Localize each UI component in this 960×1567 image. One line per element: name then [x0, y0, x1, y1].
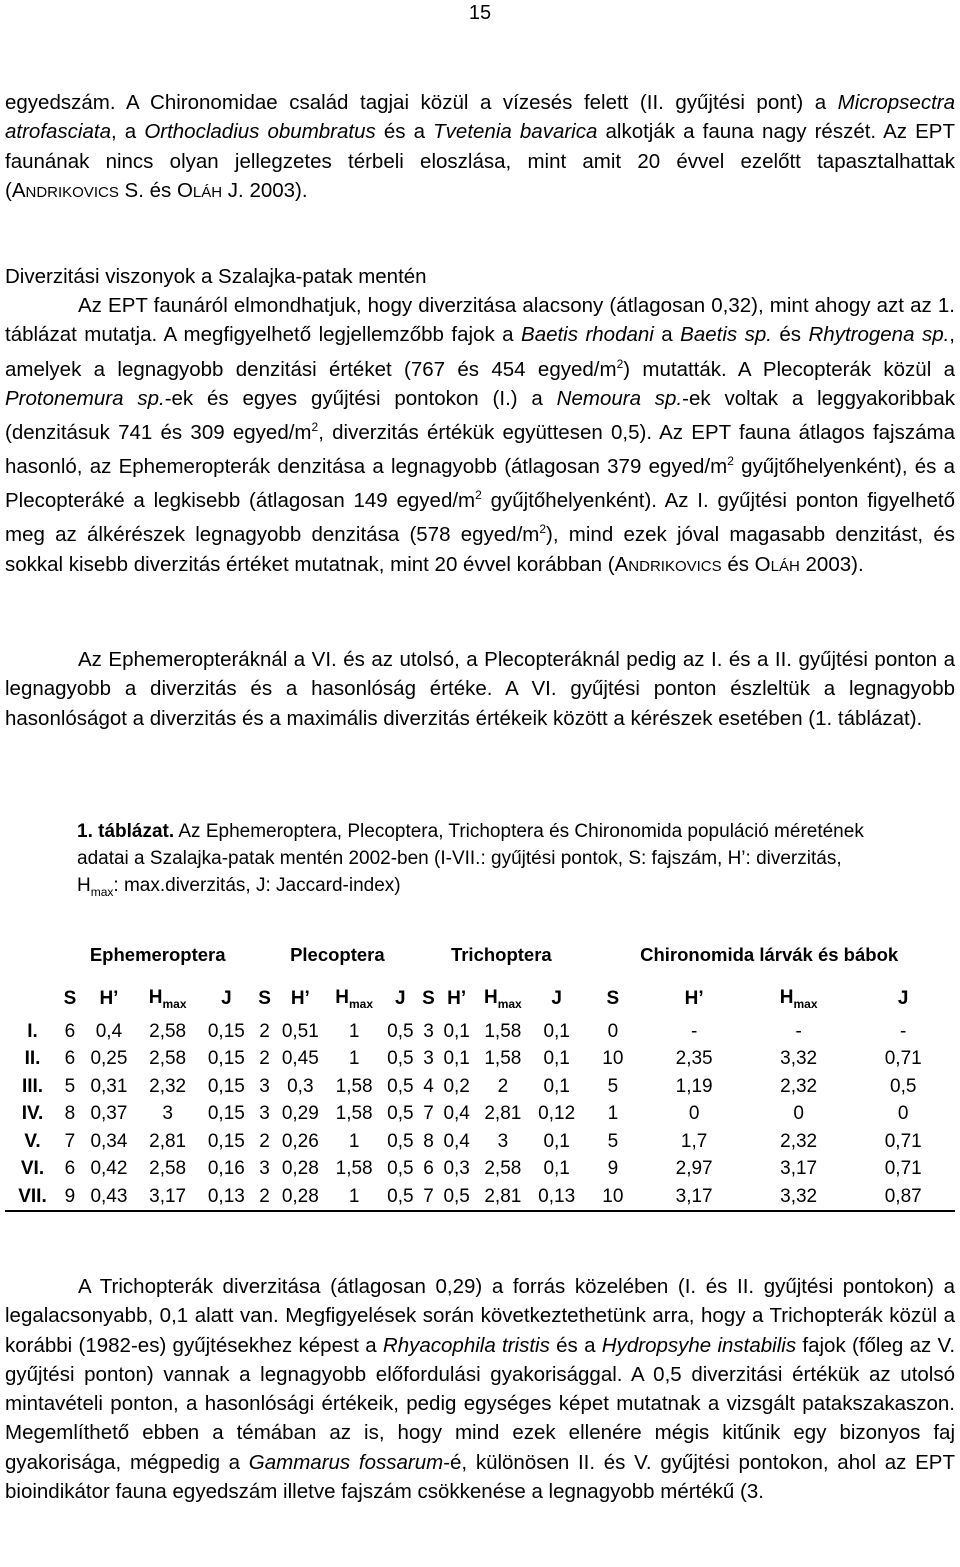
table-cell: 10 — [602, 1185, 624, 1207]
text: -ek voltak a leggyakoribbak (denzitásuk 741 és 309 egyed/m — [5, 386, 955, 444]
corner-cell — [5, 930, 60, 980]
text: , a — [110, 120, 145, 144]
superscript: 2 — [475, 488, 482, 503]
superscript: 2 — [727, 454, 734, 469]
table-cell: 0,12 — [538, 1103, 576, 1125]
table-cell: 5 — [607, 1130, 619, 1152]
caption-label: 1. táblázat. — [77, 821, 175, 842]
table-cell: 2,81 — [484, 1185, 522, 1207]
col-header-hmax-main: H — [779, 987, 794, 1009]
author-name: NDRIKOVICS — [628, 557, 722, 575]
text: a — [653, 323, 681, 347]
table-cell: 0,42 — [90, 1158, 128, 1180]
col-header-hmax-main: H — [483, 987, 498, 1009]
row-label: II. — [24, 1048, 41, 1070]
text: egyedszám. A Chironomidae család tagjai közül a vízesés felett (II. gyűjtési pont) a — [5, 91, 838, 114]
col-header-hmax — [746, 980, 852, 1018]
sub-header-row — [5, 980, 955, 1018]
row-label: I. — [27, 1020, 38, 1042]
col-header-h: H’ — [447, 988, 467, 1009]
table-cell: 6 — [423, 1158, 434, 1180]
table-cell: 2,58 — [484, 1158, 522, 1180]
group-header: Ephemeroptera — [89, 944, 226, 965]
table-cell: 0,5 — [387, 1130, 414, 1152]
table-cell: 3,32 — [780, 1185, 818, 1207]
table-cell: 2,32 — [780, 1130, 818, 1152]
table-caption — [77, 818, 883, 906]
text: J. 2003). — [222, 178, 308, 202]
table-row — [5, 1046, 955, 1074]
table-cell: 3 — [497, 1130, 509, 1152]
table-cell: 0,5 — [387, 1185, 414, 1207]
table-cell: 0,28 — [281, 1185, 319, 1207]
table-cell: 1,58 — [335, 1075, 373, 1097]
table-cell: 3 — [259, 1075, 270, 1097]
table-cell: 3,17 — [149, 1185, 187, 1207]
col-header-hmax-sub: max — [348, 996, 373, 1011]
col-header-hmax — [138, 980, 197, 1018]
table-cell: 2,97 — [675, 1158, 713, 1180]
table-cell: 0,5 — [387, 1048, 414, 1070]
table-cell: 5 — [64, 1075, 76, 1097]
subscript: max — [90, 884, 114, 899]
species-name: Nemoura sp. — [556, 386, 683, 410]
caption-text: Az Ephemeroptera, Plecoptera, Trichoptera és Chironomida populáció méretének adatai a Szalajka-patak mentén 2002-ben (I-VII.: gyűjtési pontok, S: fajszám, H’: diverzitás, H — [77, 821, 864, 896]
table-cell: 2,58 — [149, 1048, 187, 1070]
text: Az EPT faunáról elmondhatjuk, hogy diverzitása alacsony (átlagosan 0,32), mint ahogy azt az 1. táblázat mutatja. A megfigyelhető legjellemzőbb fajok a — [5, 294, 955, 347]
caption-text: : max.diverzitás, J: Jaccard-index) — [113, 875, 401, 896]
table-cell: 0,37 — [90, 1103, 128, 1125]
table-cell: 1,19 — [675, 1075, 713, 1097]
col-header-j: J — [897, 988, 909, 1009]
table-cell: 3,17 — [780, 1158, 818, 1180]
table-cell: 1 — [348, 1048, 360, 1070]
table-cell: 2,32 — [149, 1075, 187, 1097]
table-cell: - — [900, 1020, 907, 1042]
table-cell: 9 — [607, 1158, 619, 1180]
table-cell: 0,15 — [207, 1020, 245, 1042]
paragraph-intro — [5, 88, 955, 207]
row-label: V. — [24, 1130, 41, 1152]
row-label: III. — [21, 1075, 44, 1097]
table-cell: 0,1 — [443, 1048, 470, 1070]
text: és O — [721, 552, 771, 576]
table-cell: 2 — [259, 1185, 270, 1207]
text: gyűjtőhelyenként), és a Plecopteráké a legkisebb (átlagosan 149 egyed/m — [5, 454, 955, 513]
author-name: LÁH — [192, 183, 223, 201]
table-cell: 1,58 — [335, 1103, 373, 1125]
table-cell: 0,15 — [207, 1048, 245, 1070]
table-cell: 0,4 — [443, 1103, 470, 1125]
col-header-s: S — [606, 988, 620, 1009]
species-name: Micropsectra atrofasciata — [5, 91, 955, 144]
table-cell: 0,1 — [543, 1130, 570, 1152]
table-body — [5, 1018, 955, 1211]
table-cell: 2,58 — [149, 1158, 187, 1180]
table-row — [5, 1183, 955, 1211]
table-cell: 4 — [423, 1075, 434, 1097]
table-cell: 3 — [259, 1103, 270, 1125]
table-cell: 2,58 — [149, 1020, 187, 1042]
table-cell: 9 — [64, 1185, 76, 1207]
table-cell: - — [795, 1020, 802, 1042]
table-cell: 0,34 — [90, 1130, 128, 1152]
text: 2003). — [799, 552, 864, 576]
paragraph-diversity — [5, 291, 955, 581]
table-row — [5, 1156, 955, 1184]
group-header: Trichoptera — [450, 944, 552, 965]
table-cell: 0 — [793, 1103, 804, 1125]
col-header-h: H’ — [290, 988, 310, 1009]
table-cell: 2,81 — [484, 1103, 522, 1125]
table-cell: 1 — [607, 1103, 619, 1125]
col-header-hmax-main: H — [335, 987, 349, 1009]
table-cell: 0,13 — [538, 1185, 576, 1207]
table-cell: 1 — [348, 1185, 360, 1207]
table-cell: 0,26 — [281, 1130, 319, 1152]
row-label: VII. — [18, 1185, 47, 1207]
table-cell: 5 — [607, 1075, 619, 1097]
table-cell: 2,32 — [780, 1075, 818, 1097]
table-cell: 0,4 — [95, 1020, 123, 1042]
section-heading: Diverzitási viszonyok a Szalajka-patak mentén — [5, 265, 427, 288]
table-cell: 0,87 — [884, 1185, 922, 1207]
table-cell: 2 — [259, 1048, 270, 1070]
table-cell: 0 — [688, 1103, 700, 1125]
table-cell: 7 — [423, 1103, 434, 1125]
col-header-hmax-sub: max — [793, 996, 818, 1011]
author-name: LÁH — [770, 557, 800, 575]
table-cell: 3,32 — [780, 1048, 818, 1070]
text: , amelyek a legnagyobb denzitási értéket (767 és 454 egyed/m — [5, 323, 955, 381]
col-header-j: J — [395, 988, 406, 1009]
col-header-j: J — [551, 988, 562, 1009]
table-cell: 0,71 — [884, 1048, 922, 1070]
table-cell: 0,15 — [207, 1103, 245, 1125]
text: -é, különösen II. és V. gyűjtési pontokon, ahol az EPT bioindikátor fauna egyedszám illetve fajszám csökkenése a legnagyobb mértékű (3. — [5, 1450, 955, 1504]
table-row — [5, 1073, 955, 1101]
table-row — [5, 1018, 955, 1046]
table-cell: 0,1 — [543, 1158, 570, 1180]
col-header-s: S — [258, 988, 271, 1009]
table-cell: 0,5 — [387, 1103, 414, 1125]
table-cell: 6 — [64, 1048, 76, 1070]
text: fajok (főleg az V. gyűjtési ponton) vannak a legnagyobb előfordulási gyakorisággal. A 0,5 diverzitási értékük az utolsó mintavételi ponton, a hasonlósági értékeik, pedig egységes képet mutatnak a vizsgált patakszakaszon. Megemlíthető ebben a témában az is, hogy mind ezek ellenére mégis kitűnik egy bizonyos faj gyakorisága, mégpedig a — [5, 1333, 956, 1474]
table-cell: 2 — [259, 1130, 270, 1152]
table-row — [5, 1128, 955, 1156]
table-cell: 1,58 — [484, 1020, 522, 1042]
superscript: 2 — [311, 420, 319, 435]
col-header-hmax — [327, 980, 381, 1018]
table-cell: 0,3 — [287, 1075, 314, 1097]
text: -ek és egyes gyűjtési pontokon (I.) a — [164, 386, 557, 410]
col-header-h: H’ — [684, 988, 704, 1009]
table-cell: 0,51 — [281, 1020, 319, 1042]
table-cell: 0,28 — [281, 1158, 319, 1180]
corner-cell — [5, 980, 60, 1018]
text: ), mind ezek jóval magasabb denzitást, és sokkal kisebb diverzitás értéket mutatnak, mint 20 évvel korábban (A — [5, 523, 955, 576]
table-cell: 0,29 — [281, 1103, 319, 1125]
table-cell: 0,3 — [443, 1158, 470, 1180]
table-cell: 10 — [602, 1048, 624, 1070]
table-cell: 0,1 — [543, 1075, 570, 1097]
table-cell: 0,1 — [443, 1020, 470, 1042]
data-table — [5, 930, 955, 1212]
table-cell: 0,5 — [387, 1158, 414, 1180]
table-cell: 0,31 — [90, 1075, 128, 1097]
table-cell: 0,43 — [90, 1185, 128, 1207]
species-name: Rhyacophila tristis — [382, 1333, 550, 1357]
table-cell: 0,71 — [884, 1130, 922, 1152]
species-name: Hydropsyhe instabilis — [601, 1333, 797, 1357]
table-cell: 2 — [497, 1075, 509, 1097]
page-number: 15 — [468, 2, 492, 24]
table-cell: 2,81 — [149, 1130, 187, 1152]
table-cell: 1 — [348, 1020, 360, 1042]
group-header: Plecoptera — [290, 944, 385, 965]
table-cell: 3 — [259, 1158, 270, 1180]
text: és a — [549, 1333, 602, 1357]
table-cell: 0,71 — [884, 1158, 922, 1180]
table-cell: 6 — [64, 1158, 76, 1180]
author-name: NDRIKOVICS — [25, 183, 119, 201]
species-name: Tvetenia bavarica — [433, 120, 598, 144]
table-cell: 0,5 — [387, 1020, 414, 1042]
table-cell: 0 — [897, 1103, 909, 1125]
table-cell: 0,25 — [90, 1048, 128, 1070]
table-cell: 3 — [423, 1048, 434, 1070]
col-header-hmax-sub: max — [497, 996, 522, 1011]
table-cell: 8 — [423, 1130, 434, 1152]
row-label: VI. — [20, 1158, 45, 1180]
table-cell: 1,58 — [484, 1048, 522, 1070]
species-name: Protonemura sp. — [5, 386, 165, 410]
table-cell: 1 — [348, 1130, 360, 1152]
row-label: IV. — [21, 1103, 44, 1125]
table-cell: 0,15 — [207, 1130, 245, 1152]
table-cell: 0,5 — [387, 1075, 414, 1097]
col-header-hmax-sub: max — [162, 996, 187, 1011]
table-cell: 3 — [162, 1103, 173, 1125]
species-name: Baetis sp. — [680, 323, 772, 347]
col-header-s: S — [422, 988, 435, 1009]
species-name: Gammarus fossarum — [248, 1450, 444, 1474]
table-cell: 7 — [64, 1130, 76, 1152]
species-name: Baetis rhodani — [521, 323, 654, 347]
table-cell: 0,5 — [443, 1185, 470, 1207]
table-cell: 2,35 — [675, 1048, 713, 1070]
col-header-hmax — [476, 980, 530, 1018]
population-table — [5, 930, 955, 1211]
species-name: Rhytrogena sp. — [808, 323, 950, 347]
text: , diverzitás értékük együttesen 0,5). Az EPT fauna átlagos fajszáma hasonló, az Ephemeropterák denzitása a legnagyobb (átlagosan 379 egyed/m — [5, 420, 955, 478]
table-cell: 0,16 — [207, 1158, 245, 1180]
paragraph-trichoptera — [5, 1272, 955, 1506]
table-cell: 0,1 — [543, 1020, 570, 1042]
text: gyűjtőhelyenként). Az I. gyűjtési ponton figyelhető meg az álkérészek legnagyobb denzitása (578 egyed/m — [5, 489, 955, 547]
table-cell: 6 — [64, 1020, 76, 1042]
superscript: 2 — [539, 522, 547, 537]
table-cell: 1,7 — [680, 1130, 708, 1152]
table-cell: 0,13 — [207, 1185, 245, 1207]
text: ) mutatták. A Plecopterák közül a — [623, 357, 956, 381]
table-cell: 0,1 — [543, 1048, 570, 1070]
table-cell: - — [690, 1020, 698, 1042]
table-cell: 3,17 — [675, 1185, 713, 1207]
table-cell: 0 — [607, 1020, 619, 1042]
table-cell: 2 — [259, 1020, 270, 1042]
text: és — [771, 323, 809, 347]
text: A Trichopterák diverzitása (átlagosan 0,29) a forrás közelében (I. és II. gyűjtési pontokon) a legalacsonyabb, 0,1 alatt van. Megfigyelések során következtethetünk arra, hogy a Trichopterák közül a korábbi (1982-es) gyűjtésekhez képest a — [5, 1275, 955, 1357]
table-cell: 8 — [64, 1103, 76, 1125]
table-cell: 3 — [423, 1020, 434, 1042]
table-cell: 0,5 — [890, 1075, 917, 1097]
col-header-h: H’ — [99, 988, 119, 1009]
superscript: 2 — [616, 356, 624, 371]
text: és a — [375, 120, 434, 144]
text: Az Ephemeropteráknál a VI. és az utolsó, a Plecopteráknál pedig az I. és a II. gyűjtési ponton a legnagyobb a diverzitás és a hasonlóság értéke. A VI. gyűjtési ponton észleltük a legnagyobb hasonlóságot a diverzitás és a maximális diverzitás értékeik között a kérészek esetében (1. táblázat). — [5, 648, 955, 730]
table-cell: 7 — [423, 1185, 434, 1207]
text: alkotják a fauna nagy részét. Az EPT faunának nincs olyan jellegzetes térbeli eloszlása, mint amit 20 évvel ezelőtt tapasztalhattak (A — [5, 120, 956, 202]
col-header-s: S — [63, 988, 77, 1009]
col-header-j: J — [221, 988, 232, 1009]
text: S. és O — [118, 178, 193, 202]
table-cell: 0,15 — [207, 1075, 245, 1097]
table-cell: 0,45 — [281, 1048, 319, 1070]
table-cell: 1,58 — [335, 1158, 373, 1180]
table-cell: 0,4 — [443, 1130, 470, 1152]
group-header: Chironomida lárvák és bábok — [640, 944, 899, 965]
col-header-hmax-main: H — [148, 987, 163, 1009]
table-cell: 0,2 — [443, 1075, 470, 1097]
table-row — [5, 1101, 955, 1129]
species-name: Orthocladius obumbratus — [144, 120, 376, 144]
paragraph-similarity — [5, 645, 955, 733]
